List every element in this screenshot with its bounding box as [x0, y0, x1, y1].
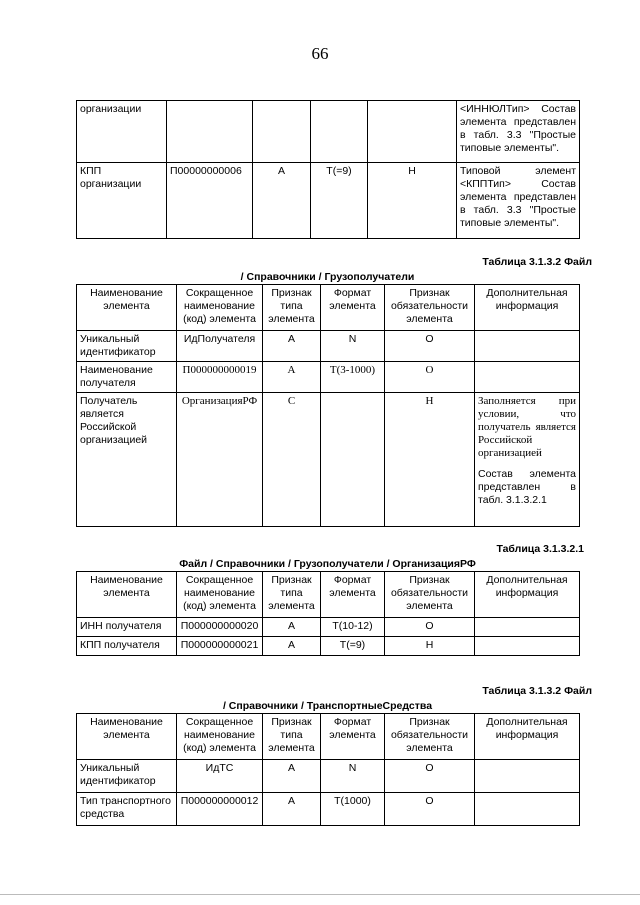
format-cell: Т(10-12) — [321, 618, 385, 637]
table-row — [77, 618, 580, 637]
format-cell: Т(=9) — [321, 637, 385, 656]
required-cell: О — [385, 331, 475, 362]
element-name-cell: Тип транспортного средства — [77, 793, 177, 826]
type-cell: А — [253, 163, 311, 239]
header-info: Дополнительная информация — [475, 572, 580, 618]
header-required: Признак обязательности элемента — [385, 572, 475, 618]
required-cell — [368, 101, 457, 163]
header-name: Наименование элемента — [77, 714, 177, 760]
format-cell — [311, 101, 368, 163]
format-cell: N — [321, 331, 385, 362]
type-cell: А — [263, 362, 321, 393]
header-type: Признак типа элемента — [263, 285, 321, 331]
info-cell — [475, 760, 580, 793]
format-cell: Т(1000) — [321, 793, 385, 826]
element-name-cell: Получатель является Российской организацией — [77, 393, 177, 527]
table-row — [77, 362, 580, 393]
code-cell: П000000000012 — [177, 793, 263, 826]
header-type: Признак типа элемента — [263, 714, 321, 760]
table-row — [77, 101, 580, 163]
header-format: Формат элемента — [321, 572, 385, 618]
format-cell: Т(3-1000) — [321, 362, 385, 393]
table-title: / Справочники / Грузополучатели — [240, 271, 415, 283]
table-row — [77, 393, 580, 527]
header-code: Сокращенное наименование (код) элемента — [177, 572, 263, 618]
required-cell: О — [385, 793, 475, 826]
info-cell — [475, 362, 580, 393]
table-row — [77, 637, 580, 656]
required-cell: Н — [368, 163, 457, 239]
header-format: Формат элемента — [321, 285, 385, 331]
required-cell: О — [385, 362, 475, 393]
info-cell — [475, 393, 580, 527]
table-row — [77, 331, 580, 362]
info-cell — [475, 793, 580, 826]
element-name-cell: Наименование получателя — [77, 362, 177, 393]
table-label: Таблица 3.1.3.2.1 — [496, 543, 584, 555]
header-row — [77, 572, 580, 618]
vehicles-table — [76, 713, 580, 826]
header-required: Признак обязательности элемента — [385, 714, 475, 760]
type-cell: С — [263, 393, 321, 527]
organization-rf-table — [76, 571, 580, 656]
code-cell: ИдТС — [177, 760, 263, 793]
header-row — [77, 285, 580, 331]
code-cell: П00000000006 — [167, 163, 253, 239]
header-format: Формат элемента — [321, 714, 385, 760]
page-number: 66 — [311, 44, 329, 63]
info-cell: <ИННЮЛТип> Состав элемента представлен в табл. 3.3 "Простые типовые элементы". — [457, 101, 580, 163]
table-label: Таблица 3.1.3.2 Файл — [482, 256, 592, 268]
code-cell: П000000000019 — [177, 362, 263, 393]
top-continuation-table — [76, 100, 580, 239]
element-name-cell: ИНН получателя — [77, 618, 177, 637]
element-name-cell: КПП организации — [77, 163, 167, 239]
header-code: Сокращенное наименование (код) элемента — [177, 714, 263, 760]
code-cell: ИдПолучателя — [177, 331, 263, 362]
required-cell: Н — [385, 393, 475, 527]
consignees-table — [76, 284, 580, 527]
header-info: Дополнительная информация — [475, 714, 580, 760]
code-cell: ОрганизацияРФ — [177, 393, 263, 527]
info-cell — [475, 331, 580, 362]
header-info: Дополнительная информация — [475, 285, 580, 331]
header-type: Признак типа элемента — [263, 572, 321, 618]
type-cell: А — [263, 760, 321, 793]
table-title: Файл / Справочники / Грузополучатели / ОрганизацияРФ — [179, 558, 476, 570]
table-label: Таблица 3.1.3.2 Файл — [482, 685, 592, 697]
element-name-cell: организации — [77, 101, 167, 163]
table-row — [77, 793, 580, 826]
code-cell: П000000000021 — [177, 637, 263, 656]
required-cell: О — [385, 618, 475, 637]
info-cell: Типовой элемент <КППТип> Состав элемента представлен в табл. 3.3 "Простые типовые элементы". — [457, 163, 580, 239]
type-cell — [253, 101, 311, 163]
info-cell — [475, 637, 580, 656]
header-name: Наименование элемента — [77, 572, 177, 618]
header-required: Признак обязательности элемента — [385, 285, 475, 331]
header-name: Наименование элемента — [77, 285, 177, 331]
element-name-cell: Уникальный идентификатор — [77, 760, 177, 793]
info-cell — [475, 618, 580, 637]
code-cell: П000000000020 — [177, 618, 263, 637]
table-row — [77, 760, 580, 793]
required-cell: О — [385, 760, 475, 793]
table-row — [77, 163, 580, 239]
format-cell: N — [321, 760, 385, 793]
format-cell: Т(=9) — [311, 163, 368, 239]
header-code: Сокращенное наименование (код) элемента — [177, 285, 263, 331]
type-cell: А — [263, 618, 321, 637]
info-condition-text: Заполняется при условии, что получатель является Российской организацией — [478, 395, 576, 459]
scan-edge-line — [0, 894, 640, 895]
required-cell: Н — [385, 637, 475, 656]
info-reference-text: Состав элемента представлен в табл. 3.1.3.2.1 — [478, 468, 576, 506]
format-cell — [321, 393, 385, 527]
table-title: / Справочники / ТранспортныеСредства — [222, 700, 433, 712]
header-row — [77, 714, 580, 760]
type-cell: А — [263, 637, 321, 656]
type-cell: А — [263, 793, 321, 826]
element-name-cell: Уникальный идентификатор — [77, 331, 177, 362]
element-name-cell: КПП получателя — [77, 637, 177, 656]
code-cell — [167, 101, 253, 163]
type-cell: А — [263, 331, 321, 362]
